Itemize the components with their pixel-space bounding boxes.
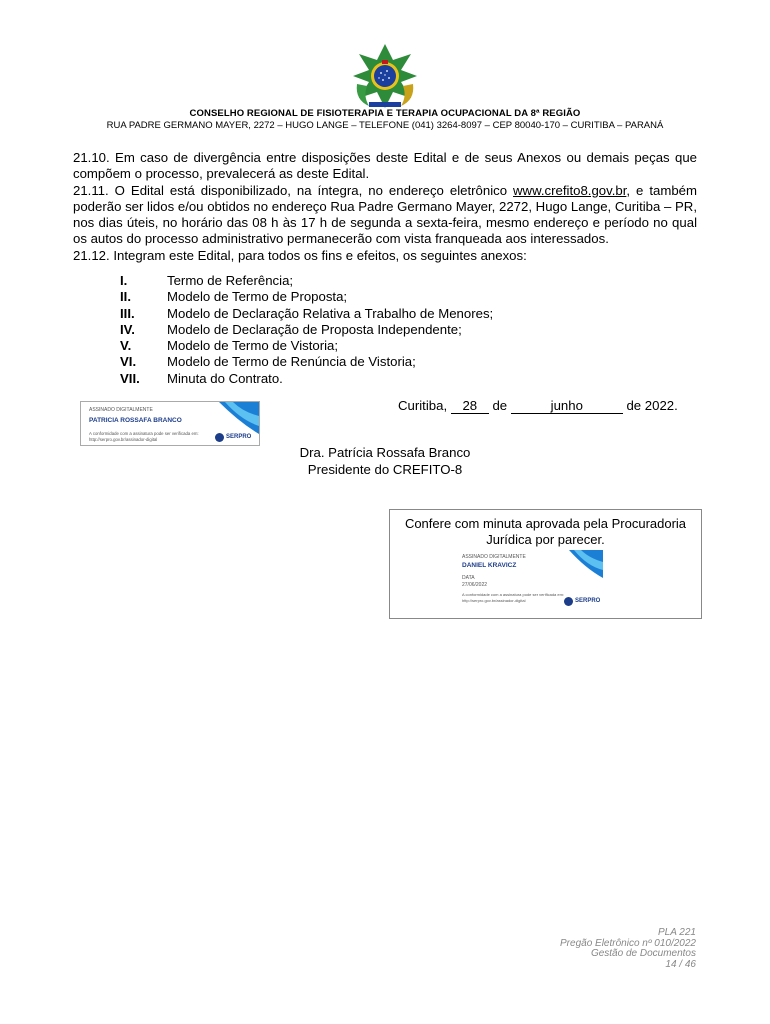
- stamp-swoosh-icon: [219, 402, 259, 434]
- organization-name: CONSELHO REGIONAL DE FISIOTERAPIA E TERAPIA OCUPACIONAL DA 8ª REGIÃO: [189, 108, 581, 119]
- annex-item: I. Termo de Referência;: [120, 273, 294, 288]
- date-month: junho: [511, 398, 623, 414]
- stamp-swoosh-icon: [569, 550, 603, 578]
- clause-21-11: 21.11. O Edital está disponibilizado, na íntegra, no endereço eletrônico www.crefito8.gov.br, e também poderão ser lidos e/ou obtidos no endereço Rua Padre Germano Mayer, 2272, Hugo Lange, Curitiba – PR, nos dias úteis, no horário das 08 h às 17 h de segunda a sexta-feira, mesmo endereço e período no qual os autos do processo administrativo permanecerão com vista franqueada aos interessados.: [73, 182, 697, 247]
- signature-date: Curitiba, 28 de junho de 2022.: [398, 398, 678, 413]
- signatory-block: [270, 445, 500, 478]
- coat-of-arms-icon: [349, 40, 421, 112]
- signatory-name: Dra. Patrícia Rossafa Branco: [299, 445, 471, 460]
- digital-signature-stamp: ASSINADO DIGITALMENTE PATRICIA ROSSAFA BRANCO A conformidade com a assinatura pode ser verificada em: http://serpro.gov.br/assinador-digital SERPRO: [80, 401, 260, 446]
- legal-approval-box: [389, 509, 702, 619]
- annex-item: V. Modelo de Termo de Vistoria;: [120, 338, 339, 354]
- annex-item: IV. Modelo de Declaração de Proposta Independente;: [120, 321, 462, 337]
- page-number: 14 / 46: [665, 958, 696, 970]
- serpro-logo-icon: [215, 433, 224, 442]
- signatory-title: Presidente do CREFITO-8: [307, 461, 463, 477]
- clause-21-10: 21.10. Em caso de divergência entre disposições deste Edital e de seus Anexos ou demais peças que compõem o processo, prevalecerá as deste Edital.: [73, 150, 697, 182]
- serpro-logo-icon: [564, 597, 573, 606]
- edital-clauses: [73, 150, 697, 264]
- page-footer: PLA 221 Pregão Eletrônico nº 010/2022 Gestão de Documentos 14 / 46: [560, 927, 696, 970]
- organization-address: RUA PADRE GERMANO MAYER, 2272 – HUGO LANGE – TELEFONE (041) 3264-8097 – CEP 80040-170 – CURITIBA – PARANÁ: [106, 120, 664, 131]
- crefito8-link[interactable]: www.crefito8.gov.br: [513, 182, 627, 198]
- digital-signature-stamp: ASSINADO DIGITALMENTE DANIEL KRAVICZ DATA 27/06/2022 A conformidade com a assinatura pode ser verificada em: http://serpro.gov.br/assinador-digital SERPRO: [454, 550, 603, 610]
- annex-item: III. Modelo de Declaração Relativa a Trabalho de Menores;: [120, 305, 494, 321]
- annex-item: II. Modelo de Termo de Proposta;: [120, 289, 348, 305]
- annex-list: [120, 273, 493, 387]
- clause-21-12: 21.12. Integram este Edital, para todos os fins e efeitos, os seguintes anexos:: [73, 247, 527, 263]
- annex-item: VI. Modelo de Termo de Renúncia de Vistoria;: [120, 354, 416, 370]
- approval-text: Confere com minuta aprovada pela Procuradoria Jurídica por parecer.: [404, 516, 687, 547]
- annex-item: VII. Minuta do Contrato.: [120, 370, 283, 386]
- date-day: 28: [451, 398, 489, 414]
